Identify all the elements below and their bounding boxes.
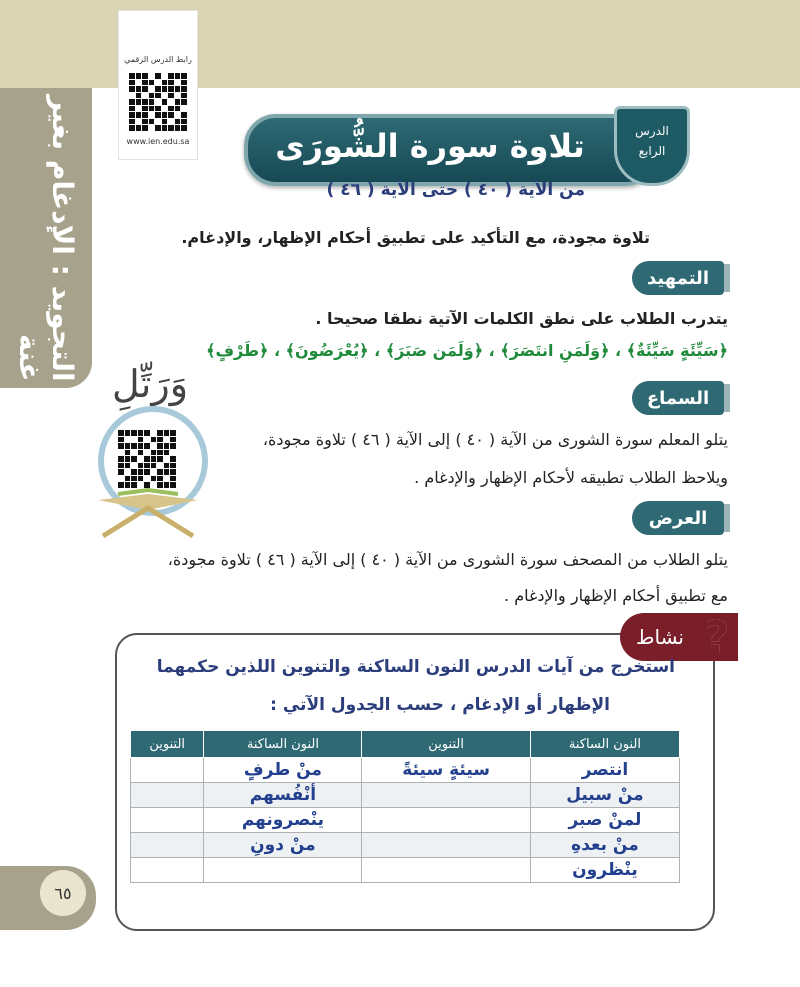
table-row: [131, 808, 680, 833]
listening-line-1: يتلو المعلم سورة الشورى من الآية ( ٤٠ ) إلى الآية ( ٤٦ ) تلاوة مجودة،: [262, 430, 728, 449]
intro-words: ﴿سَيِّئَةٍ سَيِّئَةٌ﴾ ، ﴿وَلَمَنِ انتَصَرَ﴾ ، ﴿وَلَمَن صَبَرَ﴾ ، ﴿يُعْرَضُونَ﴾ ، ﴿طَرْفٍ﴾: [206, 341, 728, 360]
table-row: [131, 833, 680, 858]
col-header: النون الساكنة: [204, 731, 362, 758]
intro-text: يتدرب الطلاب على نطق الكلمات الآتية نطقا صحيحا .: [315, 309, 728, 328]
table-cell[interactable]: منْ سبيل: [530, 783, 679, 808]
unit-side-title: التجويد : الإدغام بغير غنة: [13, 95, 79, 382]
table-cell[interactable]: [131, 858, 204, 883]
section-intro-tab: التمهيد: [632, 261, 724, 295]
presentation-line-1: يتلو الطلاب من المصحف سورة الشورى من الآية ( ٤٠ ) إلى الآية ( ٤٦ ) تلاوة مجودة،: [167, 550, 728, 569]
table-header-row: [131, 731, 680, 758]
lesson-number-badge: [614, 106, 690, 186]
qr-url[interactable]: www.ien.edu.sa: [126, 137, 190, 146]
presentation-line-2: مع تطبيق أحكام الإظهار والإدغام .: [504, 586, 728, 605]
digital-lesson-card[interactable]: [118, 10, 198, 160]
listening-line-2: ويلاحظ الطلاب تطبيقه لأحكام الإظهار والإدغام .: [414, 468, 728, 487]
lesson-subtitle: من الآية ( ٤٠ ) حتى الآية ( ٤٦ ): [326, 180, 585, 200]
col-header: التنوين: [131, 731, 204, 758]
activity-instruction-2: الإظهار أو الإدغام ، حسب الجدول الآتي :: [270, 695, 610, 715]
table-cell[interactable]: [131, 783, 204, 808]
table-row: [131, 858, 680, 883]
table-row: [131, 783, 680, 808]
recitation-qr-code-icon[interactable]: [118, 430, 176, 488]
table-cell[interactable]: [131, 808, 204, 833]
table-cell[interactable]: [362, 858, 531, 883]
section-presentation-tab: العرض: [632, 501, 724, 535]
table-cell[interactable]: [131, 758, 204, 783]
qr-code-icon[interactable]: [129, 73, 187, 131]
table-cell[interactable]: [362, 783, 531, 808]
table-cell[interactable]: لمنْ صبر: [530, 808, 679, 833]
activity-label: نشاط: [636, 625, 684, 649]
table-cell[interactable]: أنْفُسهم: [204, 783, 362, 808]
col-header: النون الساكنة: [530, 731, 679, 758]
activity-table: [130, 730, 680, 883]
table-cell[interactable]: منْ دونِ: [204, 833, 362, 858]
table-cell[interactable]: ينْصرونهم: [204, 808, 362, 833]
table-cell[interactable]: [362, 833, 531, 858]
table-cell[interactable]: سيئةٍ سيئةً: [362, 758, 531, 783]
col-header: التنوين: [362, 731, 531, 758]
table-cell[interactable]: انتصر: [530, 758, 679, 783]
page-number: ٦٥: [40, 870, 86, 916]
activity-instruction-1: استخرج من آيات الدرس النون الساكنة والتنوين اللذين حكمهما: [156, 657, 675, 677]
question-mark-icon: ?: [704, 612, 730, 663]
table-cell[interactable]: [204, 858, 362, 883]
table-cell[interactable]: [131, 833, 204, 858]
recitation-qr-emblem[interactable]: [88, 360, 208, 540]
table-cell[interactable]: [362, 808, 531, 833]
waratil-calligraphy: وَرَتِّلِ: [112, 362, 189, 406]
table-row: [131, 758, 680, 783]
table-cell[interactable]: منْ طرفٍ: [204, 758, 362, 783]
qr-caption: رابط الدرس الرقمي: [124, 55, 192, 64]
badge-line-1: الدرس: [635, 124, 669, 138]
section-listening-tab: السماع: [632, 381, 724, 415]
badge-line-2: الرابع: [638, 144, 666, 158]
lesson-title: تلاوة سورة الشُّورَى: [275, 127, 585, 165]
quran-stand-icon: [88, 486, 208, 540]
table-cell[interactable]: منْ بعدهِ: [530, 833, 679, 858]
table-cell[interactable]: ينْظرون: [530, 858, 679, 883]
lesson-goal: تلاوة مجودة، مع التأكيد على تطبيق أحكام الإظهار، والإدغام.: [181, 228, 650, 247]
